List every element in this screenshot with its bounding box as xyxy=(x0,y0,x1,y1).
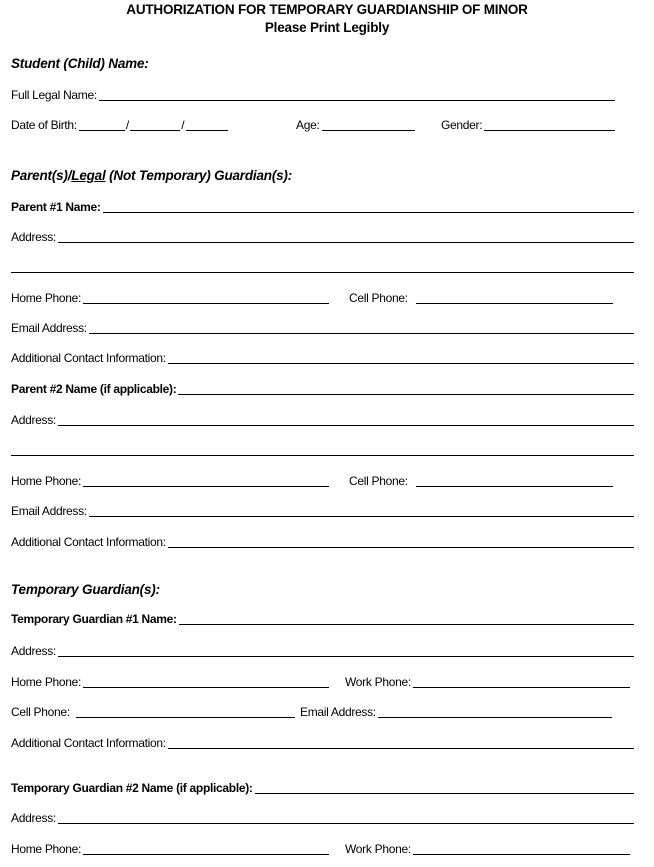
guardian1-phone-row xyxy=(11,673,634,689)
dob-age-gender-row xyxy=(11,116,634,132)
guardian2-address-label: Address: xyxy=(11,811,56,825)
parent2-email-label: Email Address: xyxy=(11,504,87,518)
parent1-address-field[interactable] xyxy=(58,242,634,243)
parent2-home-phone-field[interactable] xyxy=(83,486,329,487)
parents-section-heading xyxy=(11,168,292,183)
age-label: Age: xyxy=(296,118,320,132)
parent1-email-field[interactable] xyxy=(89,333,634,334)
gender-field[interactable] xyxy=(484,130,615,131)
guardian1-cell-email-row xyxy=(11,703,634,719)
guardian1-email-field[interactable] xyxy=(378,717,612,718)
full-legal-name-label: Full Legal Name: xyxy=(11,88,97,102)
guardian2-home-phone-label: Home Phone: xyxy=(11,842,82,856)
guardian1-work-phone-label: Work Phone: xyxy=(345,675,411,689)
guardian1-additional-label: Additional Contact Information: xyxy=(11,736,166,750)
parent2-address-label: Address: xyxy=(11,413,56,427)
parent1-address-line2[interactable] xyxy=(11,272,634,273)
parent1-home-phone-field[interactable] xyxy=(83,303,329,304)
parent2-address-row xyxy=(11,411,634,427)
parent1-cell-phone-label: Cell Phone: xyxy=(349,291,408,305)
guardian2-name-field[interactable] xyxy=(255,793,634,794)
parent1-additional-field[interactable] xyxy=(168,363,634,364)
parent1-address-label: Address: xyxy=(11,230,56,244)
temporary-section-heading: Temporary Guardian(s): xyxy=(11,582,160,597)
parents-heading-part: Parent(s)/ xyxy=(11,168,72,183)
full-legal-name-row xyxy=(11,86,634,102)
parents-heading-part: (Not Temporary) Guardian(s): xyxy=(105,168,293,183)
parent1-home-phone-label: Home Phone: xyxy=(11,291,82,305)
guardian2-home-phone-field[interactable] xyxy=(83,854,329,855)
parent2-additional-field[interactable] xyxy=(168,547,634,548)
dob-month-field[interactable] xyxy=(79,130,125,131)
dob-label: Date of Birth: xyxy=(11,118,77,132)
guardian2-work-phone-label: Work Phone: xyxy=(345,842,411,856)
parent2-address-line2[interactable] xyxy=(11,455,634,456)
guardian1-name-field[interactable] xyxy=(179,624,634,625)
parent2-name-field[interactable] xyxy=(178,394,634,395)
guardian1-name-row xyxy=(11,610,634,626)
parent1-phone-row xyxy=(11,289,634,305)
parent1-name-row xyxy=(11,198,634,214)
guardian2-phone-row xyxy=(11,840,634,856)
student-section-heading: Student (Child) Name: xyxy=(11,56,149,71)
parent2-address-field[interactable] xyxy=(58,425,634,426)
parent2-phone-row xyxy=(11,472,634,488)
parent2-additional-label: Additional Contact Information: xyxy=(11,535,166,549)
guardian1-work-phone-field[interactable] xyxy=(413,687,630,688)
parent1-address-row xyxy=(11,228,634,244)
parent2-name-label: Parent #2 Name (if applicable): xyxy=(11,382,177,396)
parent2-email-field[interactable] xyxy=(89,516,634,517)
guardian1-additional-field[interactable] xyxy=(168,748,634,749)
dob-separator: / xyxy=(125,118,130,132)
guardian1-cell-phone-field[interactable] xyxy=(76,717,295,718)
parent2-cell-phone-field[interactable] xyxy=(416,486,613,487)
guardian1-address-label: Address: xyxy=(11,644,56,658)
guardian1-additional-row xyxy=(11,734,634,750)
guardian2-work-phone-field[interactable] xyxy=(413,854,630,855)
parent2-home-phone-label: Home Phone: xyxy=(11,474,82,488)
guardian2-name-row xyxy=(11,779,634,795)
parent2-email-row xyxy=(11,502,634,518)
gender-label: Gender: xyxy=(441,118,483,132)
guardian2-address-field[interactable] xyxy=(58,823,634,824)
form-subtitle: Please Print Legibly xyxy=(264,20,390,35)
guardian1-email-label: Email Address: xyxy=(300,705,376,719)
guardian1-name-label: Temporary Guardian #1 Name: xyxy=(11,612,177,626)
parent1-additional-label: Additional Contact Information: xyxy=(11,351,166,365)
guardian2-address-row xyxy=(11,809,634,825)
guardian2-name-label: Temporary Guardian #2 Name (if applicable): xyxy=(11,781,253,795)
parent1-additional-row xyxy=(11,349,634,365)
guardian1-address-field[interactable] xyxy=(58,656,634,657)
guardian1-cell-phone-label: Cell Phone: xyxy=(11,705,70,719)
parent1-email-label: Email Address: xyxy=(11,321,87,335)
parent1-name-label: Parent #1 Name: xyxy=(11,200,101,214)
form-title: AUTHORIZATION FOR TEMPORARY GUARDIANSHIP OF MINOR xyxy=(126,2,528,17)
guardian1-address-row xyxy=(11,642,634,658)
dob-day-field[interactable] xyxy=(130,130,180,131)
guardian1-home-phone-field[interactable] xyxy=(83,687,329,688)
age-field[interactable] xyxy=(322,130,416,131)
parent1-cell-phone-field[interactable] xyxy=(416,303,613,304)
dob-separator: / xyxy=(181,118,185,132)
parent2-cell-phone-label: Cell Phone: xyxy=(349,474,408,488)
parent2-name-row xyxy=(11,380,634,396)
parent1-name-field[interactable] xyxy=(103,212,634,213)
parents-heading-legal: Legal xyxy=(71,168,106,183)
parent2-additional-row xyxy=(11,533,634,549)
guardian1-home-phone-label: Home Phone: xyxy=(11,675,82,689)
parent1-email-row xyxy=(11,319,634,335)
dob-year-field[interactable] xyxy=(186,130,228,131)
full-legal-name-field[interactable] xyxy=(99,100,615,101)
